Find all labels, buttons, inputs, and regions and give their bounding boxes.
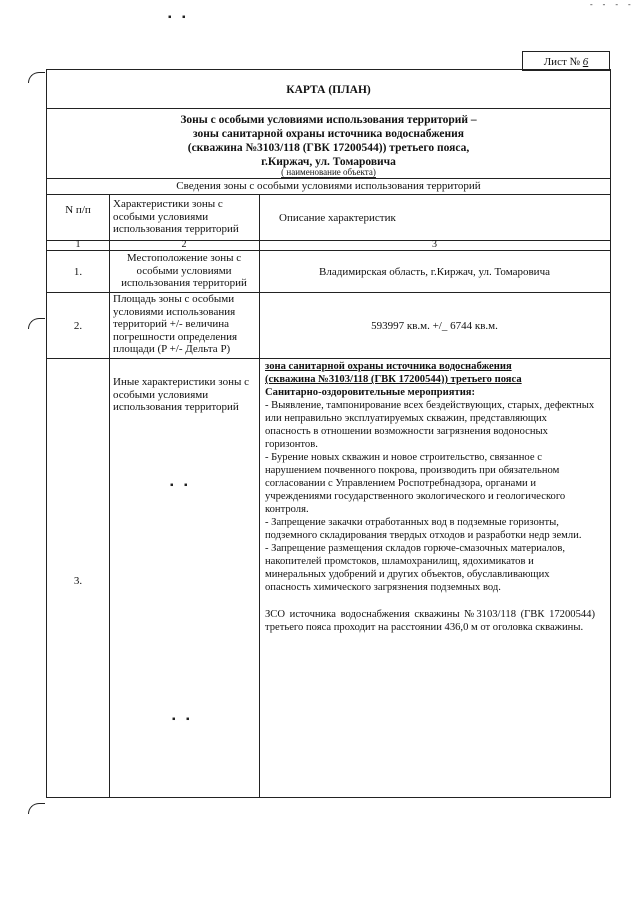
sheet-label: Лист № xyxy=(543,56,581,68)
sheet-number-box xyxy=(522,51,610,71)
row3-measure-3: - Запрещение закачки отработанных вод в подземные горизонты, подземного складирования твердых отходов и разработки недр земли. xyxy=(265,517,582,541)
column-rule xyxy=(259,194,260,797)
row3-characteristic: Иные характеристики зоны с особыми условиями использования территорий xyxy=(113,376,249,413)
row2-value: 593997 кв.м. +/_ 6744 кв.м. xyxy=(371,320,498,332)
col-number-3: 3 xyxy=(432,239,437,250)
row2-num: 2. xyxy=(73,320,83,332)
row3-num: 3. xyxy=(73,575,83,587)
row3-measure-1: - Выявление, тампонирование всех бездействующих, старых, дефектных или неправильно эксплуатируемых скважин, представляющих опасность в отношении возможности загрязнения водоносных горизонтов. xyxy=(265,400,595,450)
document-frame xyxy=(46,69,611,798)
column-rule xyxy=(109,194,110,797)
binder-mark xyxy=(28,803,45,814)
row1-num: 1. xyxy=(73,266,83,278)
row3-measures-title: Санитарно-оздоровительные мероприятия: xyxy=(265,387,476,398)
row3-measure-4: - Запрещение размещения складов горюче-смазочных материалов, накопителей промстоков, шламохранилищ, ядохимикатов и минеральных удобрений и других объектов, обуславливающих опасность химического загрязнения подземных вод. xyxy=(265,543,565,593)
binder-mark xyxy=(28,318,45,329)
scan-speck: ▪ ▪ xyxy=(168,12,190,23)
scan-speck: - - - - xyxy=(590,0,635,9)
map-title: КАРТА (ПЛАН) xyxy=(286,84,371,96)
row3-heading-2: (скважина №3103/118 (ГВК 17200544)) третьего пояса xyxy=(265,374,522,385)
sheet-number: 6 xyxy=(582,56,589,68)
rule xyxy=(47,358,610,359)
scan-speck: ▪ ▪ xyxy=(170,480,192,491)
rule xyxy=(47,178,610,179)
object-title-line-1: Зоны с особыми условиями использования территорий – xyxy=(180,114,477,126)
row3-heading-1: зона санитарной охраны источника водоснабжения xyxy=(265,361,512,372)
rule xyxy=(47,194,610,195)
col-number-2: 2 xyxy=(181,239,187,250)
rule xyxy=(47,108,610,109)
object-title-line-3: (скважина №3103/118 (ГВК 17200544)) третьего пояса, xyxy=(187,142,470,154)
section-title: Сведения зоны с особыми условиями использования территорий xyxy=(176,180,481,192)
col-number-1: 1 xyxy=(75,239,81,250)
row3-description xyxy=(265,360,595,634)
row1-characteristic: Местоположение зоны с особыми условиями использования территорий xyxy=(121,252,247,289)
object-title-line-4: г.Киржач, ул. Томаровича xyxy=(261,156,396,168)
object-caption: ( наименование объекта) xyxy=(281,167,376,177)
object-title-line-2: зоны санитарной охраны источника водоснабжения xyxy=(192,128,464,140)
header-characteristic: Характеристики зоны с особыми условиями использования территорий xyxy=(113,198,239,235)
scan-speck: ▪ ▪ xyxy=(172,714,194,725)
row3-measure-2: - Бурение новых скважин и новое строительство, связанное с нарушением почвенного покрова, производить при обязательном согласовании с Управлением Роспотребнадзора, органами и учреждениями государственного экологического и геологического контроля. xyxy=(265,452,566,515)
row1-value: Владимирская область, г.Киржач, ул. Томаровича xyxy=(319,266,550,278)
binder-mark xyxy=(28,72,45,83)
header-description: Описание характеристик xyxy=(279,212,396,224)
row2-characteristic: Площадь зоны с особыми условиями использования территорий +/- величина погрешности определения площади (P +/- Дельта P) xyxy=(113,293,238,355)
header-num: N п/п xyxy=(65,204,91,216)
row3-distance-note: ЗСО источника водоснабжения скважины №3103/118 (ГВК 17200544) третьего пояса проходит на расстоянии 436,0 м от оголовка скважины. xyxy=(265,609,595,633)
